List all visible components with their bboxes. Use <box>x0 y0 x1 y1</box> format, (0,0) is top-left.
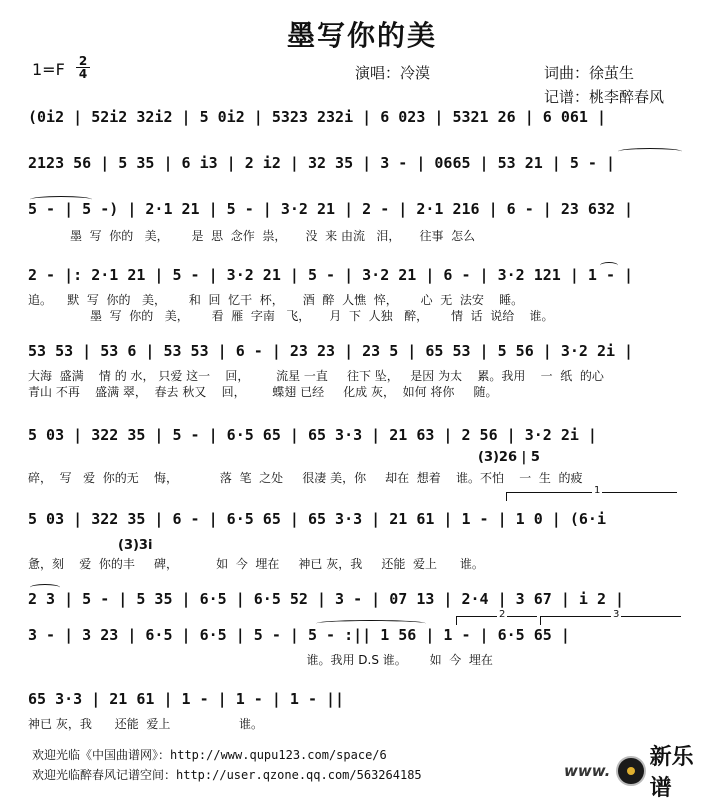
score-row-3: 5 - | 5 -) | 2·1 21 | 5 - | 3·2 21 | 2 - | 2·1 216 | 6 - | 23 632 | <box>28 200 634 218</box>
lyrics-row-4: 追。 默 写 你的 美， 和 回 忆干 杯， 酒 醉 人憔 悴， 心 无 法安 睡。 <box>28 293 524 307</box>
lyrics-row-5: 大海 盛满 情 的 水， 只爱 这一 回， 流星 一直 往下 坠， 是因 为太 累。我用 一 纸 的心 <box>28 369 604 383</box>
lyrics-row-9: 谁。我用 D.S 谁。 如 今 埋在 <box>28 653 493 667</box>
time-top: 2 <box>78 54 88 68</box>
slur <box>316 620 426 627</box>
volta-1: 1 <box>506 492 677 501</box>
singer-credit: 演唱：冷漠 <box>355 64 431 82</box>
footer-line-2: 欢迎光临醉春风记谱空间：http://user.qzone.qq.com/563264185 <box>32 768 422 782</box>
time-signature <box>76 56 90 79</box>
lyrics-row-4b: 墨 写 你的 美， 看 雁 字南 飞， 月 下 人独 醉， 情 话 说给 谁。 <box>90 309 554 323</box>
volta-3: 3 <box>540 616 681 625</box>
volta-2: 2 <box>456 616 537 625</box>
score-row-9: 3 - | 3 23 | 6·5 | 6·5 | 5 - | 5 - :|| 1 56 | 1 - | 6·5 65 | <box>28 626 570 644</box>
key-signature: 1=F <box>32 60 65 79</box>
time-bottom: 4 <box>78 67 88 81</box>
alt-notes-2: (3)3i <box>118 538 153 553</box>
lyrics-row-3: 墨 写 你的 美， 是 思 念作 祟， 没 来 由流 泪， 往事 怎么 <box>28 229 476 243</box>
slur <box>30 584 60 591</box>
score-row-1: (0i2 | 52i2 32i2 | 5 0i2 | 5323 232i | 6 023 | 5321 26 | 6 061 | <box>28 108 606 126</box>
notation-credit: 记谱：桃李醉春风 <box>544 88 665 106</box>
lyrics-row-6: 碎， 写 爱 你的无 悔， 落 笔 之处 很凄 美，你 却在 想着 谁。不怕 一 生 的疲 <box>28 471 583 485</box>
score-row-10: 65 3·3 | 21 61 | 1 - | 1 - | 1 - || <box>28 690 345 708</box>
score-row-5: 53 53 | 53 6 | 53 53 | 6 - | 23 23 | 23 5 | 65 53 | 5 56 | 3·2 2i | <box>28 342 634 360</box>
lyrics-row-10: 神已 灰，我 还能 爱上 谁。 <box>28 717 263 731</box>
site-logo <box>564 745 714 801</box>
song-title: 墨写你的美 <box>286 19 437 52</box>
score-row-7: 5 03 | 322 35 | 6 - | 6·5 65 | 65 3·3 | 21 61 | 1 - | 1 0 | (6·i <box>28 510 606 528</box>
logo-brand: 新乐谱 <box>649 745 694 801</box>
record-disc-icon <box>616 756 645 786</box>
score-row-2: 2123 56 | 5 35 | 6 i3 | 2 i2 | 32 35 | 3 - | 0665 | 53 21 | 5 - | <box>28 154 615 172</box>
logo-url: www. <box>564 762 611 780</box>
footer-line-1: 欢迎光临《中国曲谱网》：http://www.qupu123.com/space/6 <box>32 748 387 762</box>
score-row-6: 5 03 | 322 35 | 5 - | 6·5 65 | 65 3·3 | 21 63 | 2 56 | 3·2 2i | <box>28 426 597 444</box>
composer-credit: 词曲：徐茧生 <box>544 64 635 82</box>
slur <box>618 148 682 155</box>
score-row-4: 2 - |: 2·1 21 | 5 - | 3·2 21 | 5 - | 3·2 21 | 6 - | 3·2 121 | 1 - | <box>28 266 634 284</box>
lyrics-row-5b: 青山 不再 盛满 翠， 春去 秋又 回， 蝶翅 已经 化成 灰， 如何 将你 随。 <box>28 385 498 399</box>
slur <box>600 262 618 269</box>
alt-notes-1: (3)26 | 5 <box>478 450 540 465</box>
slur <box>30 196 92 203</box>
score-row-8: 2 3 | 5 - | 5 35 | 6·5 | 6·5 52 | 3 - | 07 13 | 2·4 | 3 67 | i 2 | <box>28 590 625 608</box>
lyrics-row-7: 惫，刻 爱 你的丰 碑， 如 今 埋在 神已 灰，我 还能 爱上 谁。 <box>28 557 484 571</box>
